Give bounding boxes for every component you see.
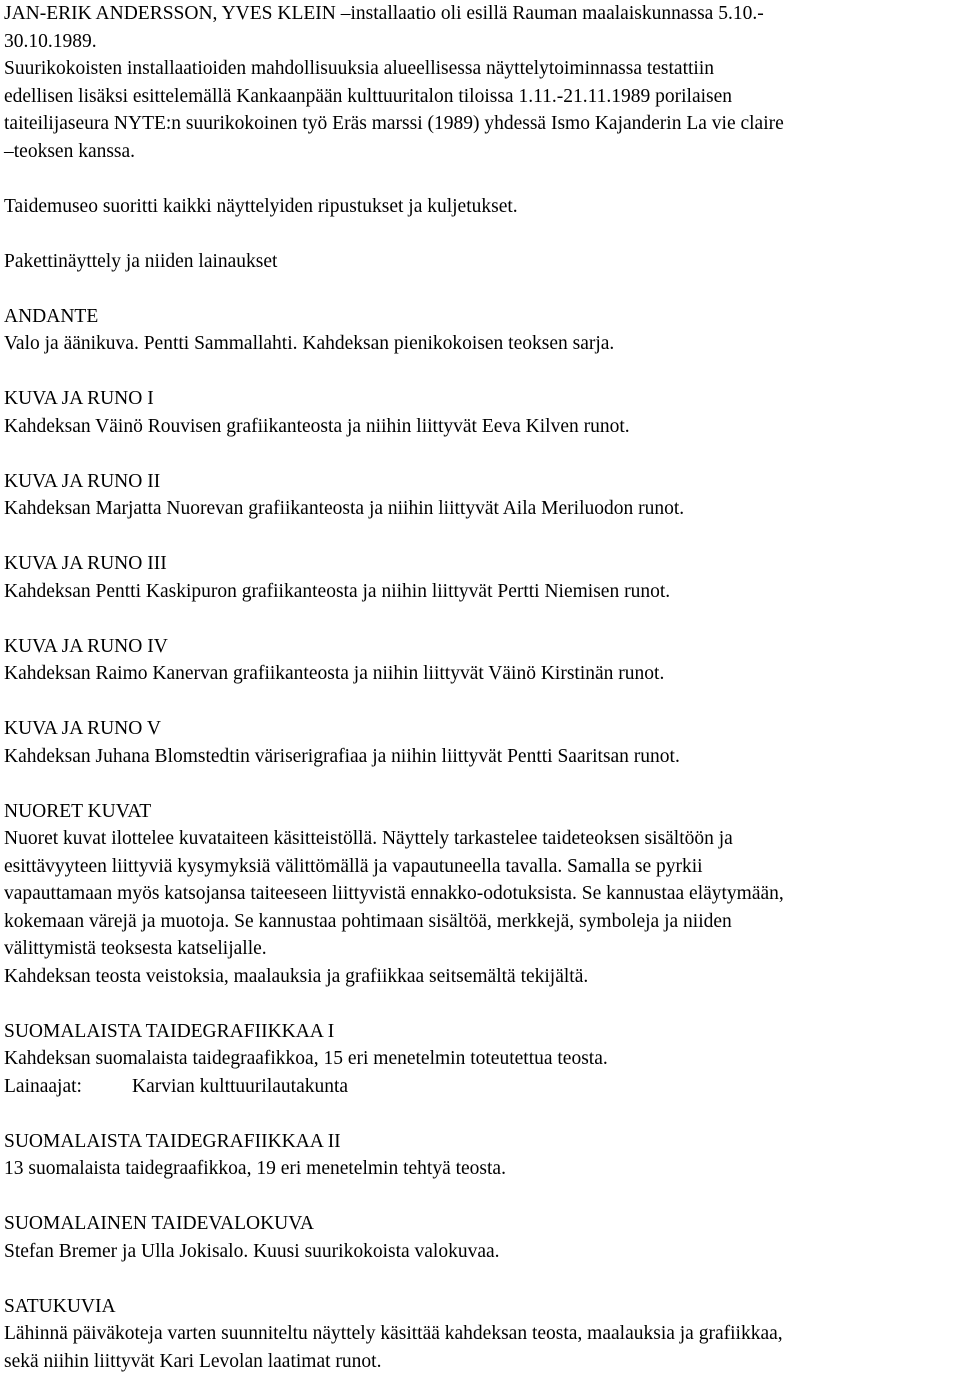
exhibition-kuva-ja-runo-3 bbox=[4, 550, 960, 605]
intro-line: taiteilijaseura NYTE:n suurikokoinen työ Eräs marssi (1989) yhdessä Ismo Kajanderin La vie claire bbox=[4, 110, 960, 138]
lender-label: Lainaajat: bbox=[4, 1073, 132, 1101]
exhibition-description: Lähinnä päiväkoteja varten suunniteltu näyttely käsittää kahdeksan teosta, maalauksia ja grafiikkaa, bbox=[4, 1320, 960, 1348]
exhibition-nuoret-kuvat bbox=[4, 798, 960, 991]
exhibition-description: vapauttamaan myös katsojansa taiteeseen liittyvistä ennakko-odotuksista. Se kannustaa eläytymään, bbox=[4, 880, 960, 908]
exhibition-suomalainen-taidevalokuva bbox=[4, 1210, 960, 1265]
exhibition-title: SATUKUVIA bbox=[4, 1293, 960, 1321]
exhibition-description: Kahdeksan Pentti Kaskipuron grafiikanteosta ja niihin liittyvät Pertti Niemisen runot. bbox=[4, 578, 960, 606]
exhibition-description: Kahdeksan Väinö Rouvisen grafiikanteosta ja niihin liittyvät Eeva Kilven runot. bbox=[4, 413, 960, 441]
exhibition-kuva-ja-runo-1 bbox=[4, 385, 960, 440]
exhibition-title: NUORET KUVAT bbox=[4, 798, 960, 826]
exhibition-title: KUVA JA RUNO V bbox=[4, 715, 960, 743]
exhibition-title: KUVA JA RUNO IV bbox=[4, 633, 960, 661]
exhibition-kuva-ja-runo-4 bbox=[4, 633, 960, 688]
lender-value: Karvian kulttuurilautakunta bbox=[132, 1073, 348, 1101]
exhibition-description: 13 suomalaista taidegraafikkoa, 19 eri menetelmin tehtyä teosta. bbox=[4, 1155, 960, 1183]
exhibition-description: Valo ja äänikuva. Pentti Sammallahti. Kahdeksan pienikokoisen teoksen sarja. bbox=[4, 330, 960, 358]
exhibition-title: SUOMALAISTA TAIDEGRAFIIKKAA I bbox=[4, 1018, 960, 1046]
exhibition-description: kokemaan värejä ja muotoja. Se kannustaa pohtimaan sisältöä, merkkejä, symboleja ja niiden bbox=[4, 908, 960, 936]
exhibition-title: SUOMALAINEN TAIDEVALOKUVA bbox=[4, 1210, 960, 1238]
exhibition-description: Nuoret kuvat ilottelee kuvataiteen käsitteistöllä. Näyttely tarkastelee taideteoksen sisältöön ja bbox=[4, 825, 960, 853]
intro-line: JAN-ERIK ANDERSSON, YVES KLEIN –installaatio oli esillä Rauman maalaiskunnassa 5.10.- bbox=[4, 0, 960, 28]
exhibition-andante bbox=[4, 303, 960, 358]
exhibition-description: välittymistä teoksesta katselijalle. bbox=[4, 935, 960, 963]
exhibition-description: esittävyyteen liittyviä kysymyksiä välittömällä ja vapautuneella tavalla. Samalla se pyrkii bbox=[4, 853, 960, 881]
exhibition-description: Kahdeksan Marjatta Nuorevan grafiikanteosta ja niihin liittyvät Aila Meriluodon runot. bbox=[4, 495, 960, 523]
exhibition-description: Kahdeksan Juhana Blomstedtin väriserigrafiaa ja niihin liittyvät Pentti Saaritsan runot. bbox=[4, 743, 960, 771]
exhibition-description: sekä niihin liittyvät Kari Levolan laatimat runot. bbox=[4, 1348, 960, 1375]
exhibition-kuva-ja-runo-5 bbox=[4, 715, 960, 770]
section-heading: Pakettinäyttely ja niiden lainaukset bbox=[4, 248, 960, 276]
exhibition-description: Kahdeksan teosta veistoksia, maalauksia ja grafiikkaa seitsemältä tekijältä. bbox=[4, 963, 960, 991]
exhibition-description: Kahdeksan Raimo Kanervan grafiikanteosta ja niihin liittyvät Väinö Kirstinän runot. bbox=[4, 660, 960, 688]
exhibition-title: KUVA JA RUNO III bbox=[4, 550, 960, 578]
intro-line: Suurikokoisten installaatioiden mahdollisuuksia alueellisessa näyttelytoiminnassa testattiin bbox=[4, 55, 960, 83]
exhibition-suomalaista-taidegrafiikkaa-2 bbox=[4, 1128, 960, 1183]
intro-line: –teoksen kanssa. bbox=[4, 138, 960, 166]
exhibition-description: Kahdeksan suomalaista taidegraafikkoa, 15 eri menetelmin toteutettua teosta. bbox=[4, 1045, 960, 1073]
exhibition-suomalaista-taidegrafiikkaa-1 bbox=[4, 1018, 960, 1101]
exhibition-title: ANDANTE bbox=[4, 303, 960, 331]
intro-paragraph bbox=[4, 0, 960, 165]
exhibition-title: SUOMALAISTA TAIDEGRAFIIKKAA II bbox=[4, 1128, 960, 1156]
museum-note: Taidemuseo suoritti kaikki näyttelyiden ripustukset ja kuljetukset. bbox=[4, 193, 960, 221]
exhibition-title: KUVA JA RUNO II bbox=[4, 468, 960, 496]
exhibition-title: KUVA JA RUNO I bbox=[4, 385, 960, 413]
exhibition-kuva-ja-runo-2 bbox=[4, 468, 960, 523]
intro-line: 30.10.1989. bbox=[4, 28, 960, 56]
intro-line: edellisen lisäksi esittelemällä Kankaanpään kulttuuritalon tiloissa 1.11.-21.11.1989 porilaisen bbox=[4, 83, 960, 111]
exhibition-description: Stefan Bremer ja Ulla Jokisalo. Kuusi suurikokoista valokuvaa. bbox=[4, 1238, 960, 1266]
lender-row bbox=[4, 1073, 960, 1101]
exhibition-satukuvia bbox=[4, 1293, 960, 1375]
